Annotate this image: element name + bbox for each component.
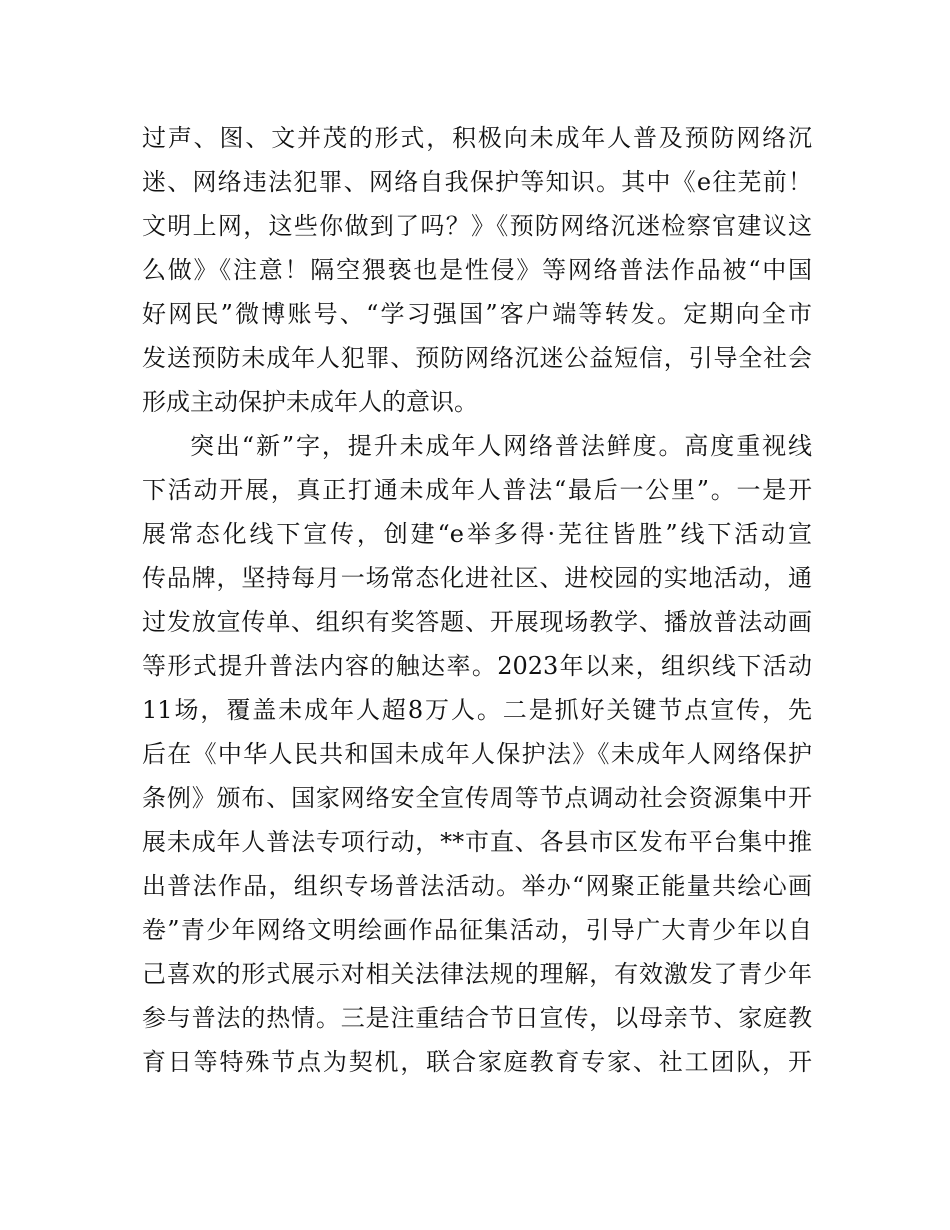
paragraph-line: 下活动开展，真正打通未成年人普法“最后一公里”。一是开 (142, 476, 812, 504)
paragraph-line: 过声、图、文并茂的形式，积极向未成年人普及预防网络沉 (142, 124, 812, 152)
paragraph-line: 条例》颁布、国家网络安全宣传周等节点调动社会资源集中开 (142, 784, 812, 812)
paragraph-line: 迷、网络违法犯罪、网络自我保护等知识。其中《e往芜前！ (142, 168, 812, 196)
paragraph-line: 好网民”微博账号、“学习强国”客户端等转发。定期向全市 (142, 300, 812, 328)
paragraph-line: 文明上网，这些你做到了吗？》《预防网络沉迷检察官建议这 (142, 212, 812, 240)
paragraph-line: 参与普法的热情。三是注重结合节日宣传，以母亲节、家庭教 (142, 1004, 812, 1032)
paragraph-line: 出普法作品，组织专场普法活动。举办“网聚正能量共绘心画 (142, 872, 812, 900)
paragraph-line: 么做》《注意！隔空猥亵也是性侵》等网络普法作品被“中国 (142, 256, 812, 284)
paragraph-2 (142, 424, 812, 1084)
paragraph-line: 后在《中华人民共和国未成年人保护法》《未成年人网络保护 (142, 740, 812, 768)
paragraph-line: 等形式提升普法内容的触达率。2023年以来，组织线下活动 (142, 652, 812, 680)
paragraph-line: 11场，覆盖未成年人超8万人。二是抓好关键节点宣传，先 (142, 696, 812, 724)
paragraph-line: 育日等特殊节点为契机，联合家庭教育专家、社工团队，开 (142, 1048, 812, 1076)
paragraph-line: 传品牌，坚持每月一场常态化进社区、进校园的实地活动，通 (142, 564, 812, 592)
paragraph-line: 突出“新”字，提升未成年人网络普法鲜度。高度重视线 (190, 432, 812, 460)
paragraph-line: 卷”青少年网络文明绘画作品征集活动，引导广大青少年以自 (142, 916, 812, 944)
paragraph-line: 形成主动保护未成年人的意识。 (142, 388, 478, 416)
paragraph-line: 过发放宣传单、组织有奖答题、开展现场教学、播放普法动画 (142, 608, 812, 636)
paragraph-1 (142, 116, 812, 424)
paragraph-line: 展常态化线下宣传，创建“e举多得·芜往皆胜”线下活动宣 (142, 520, 812, 548)
paragraph-line: 发送预防未成年人犯罪、预防网络沉迷公益短信，引导全社会 (142, 344, 812, 372)
paragraph-line: 己喜欢的形式展示对相关法律法规的理解，有效激发了青少年 (142, 960, 812, 988)
paragraph-line: 展未成年人普法专项行动，**市直、各县市区发布平台集中推 (142, 828, 812, 856)
